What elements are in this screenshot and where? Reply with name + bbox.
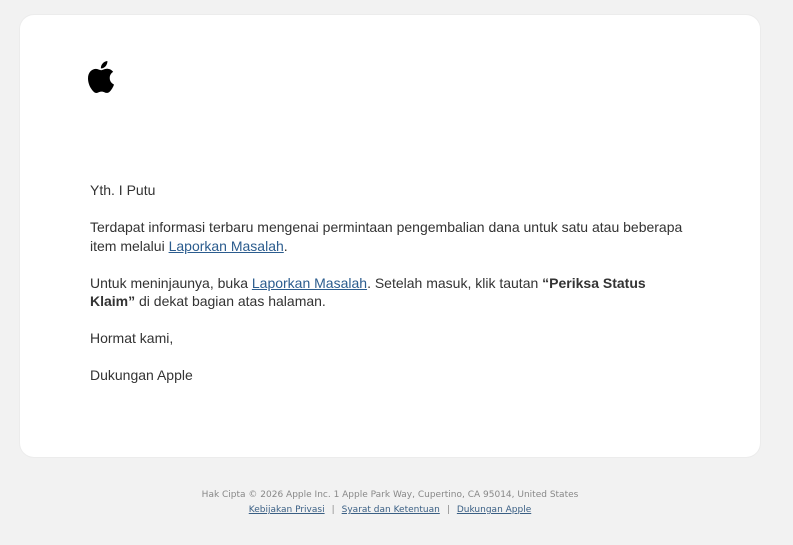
paragraph-mid: . Setelah masuk, klik tautan [367,274,543,291]
paragraph-instructions [90,274,690,311]
paragraph-refund-update [90,218,690,255]
apple-logo-icon [88,61,114,93]
copyright-text: Hak Cipta © 2026 Apple Inc. 1 Apple Park Way, Cupertino, CA 95014, United States [201,490,579,500]
paragraph-text: Terdapat informasi terbaru mengenai permintaan pengembalian dana untuk satu atau beberapa item melalui [90,219,683,254]
paragraph-end: . [283,237,288,254]
footer-separator: | [331,505,335,515]
email-card [20,15,760,457]
privacy-policy-link[interactable]: Kebijakan Privasi [248,505,325,515]
check-claim-status-label: “Periksa Status Klaim” [90,274,646,309]
report-problem-link[interactable]: Laporkan Masalah [168,237,284,254]
email-body [90,181,690,403]
email-footer [0,488,780,518]
apple-support-link[interactable]: Dukungan Apple [456,505,532,515]
report-problem-link-2[interactable]: Laporkan Masalah [251,274,368,291]
closing: Hormat kami, [90,330,174,346]
signature: Dukungan Apple [90,367,193,383]
paragraph-end: di dekat bagian atas halaman. [135,293,326,309]
terms-link[interactable]: Syarat dan Ketentuan [341,505,440,515]
paragraph-text: Untuk meninjaunya, buka [90,274,252,291]
footer-separator: | [446,505,450,515]
greeting: Yth. I Putu [90,182,156,198]
footer-links [0,503,780,518]
